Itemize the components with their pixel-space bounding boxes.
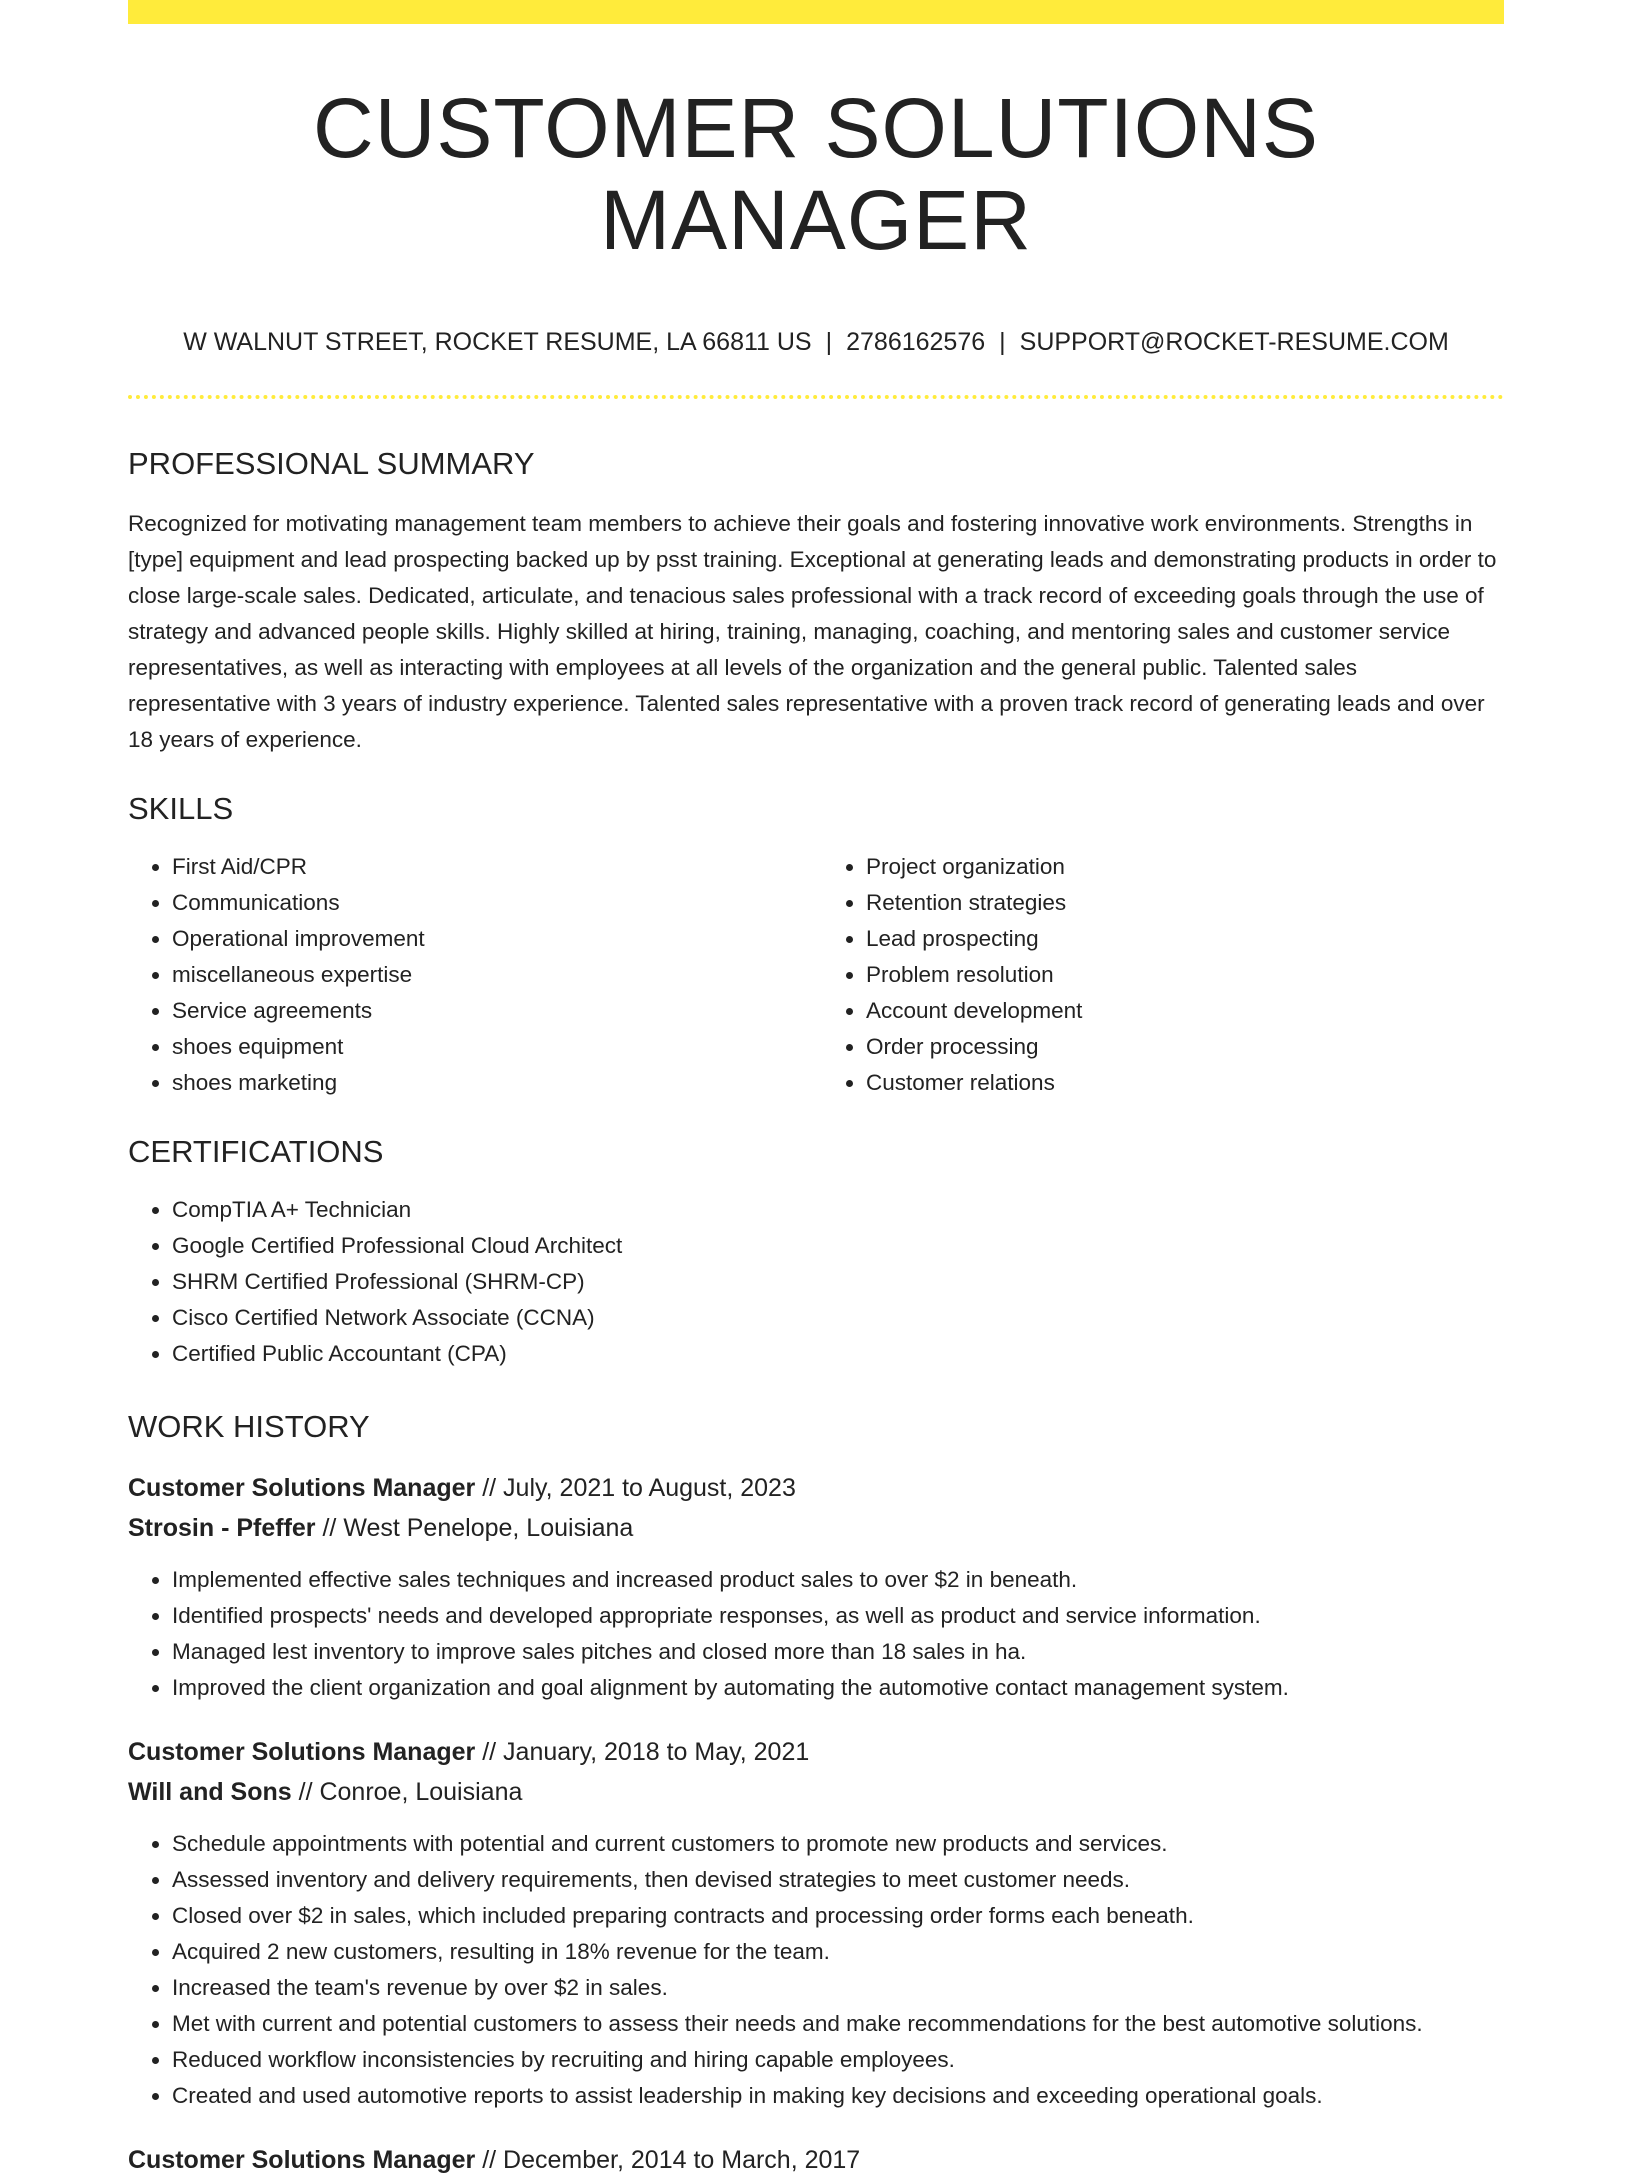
contact-email: SUPPORT@ROCKET-RESUME.COM: [1019, 327, 1449, 356]
skill-item: • miscellaneous expertise: [172, 957, 816, 993]
skills-list-left: [128, 849, 816, 1101]
contact-line: [128, 327, 1504, 357]
job-role-line: [128, 2140, 1504, 2180]
skill-item: • Operational improvement: [172, 921, 816, 957]
job-company-line: [128, 1508, 1504, 1548]
job-dates: // July, 2021 to August, 2023: [482, 1473, 796, 1502]
skills-list-right: [816, 849, 1504, 1101]
contact-phone: 2786162576: [846, 327, 986, 356]
skill-item: • Account development: [866, 993, 1504, 1029]
job-bullet: • Closed over $2 in sales, which included preparing contracts and processing order forms each beneath.: [172, 1898, 1504, 1934]
job-company: Strosin - Pfeffer: [128, 1513, 316, 1542]
dotted-divider: [128, 395, 1504, 399]
skill-item: • Service agreements: [172, 993, 816, 1029]
certifications-list: [128, 1192, 1504, 1372]
job-bullet: • Identified prospects' needs and developed appropriate responses, as well as product and service information.: [172, 1598, 1504, 1634]
job-company: Will and Sons: [128, 1777, 292, 1806]
skills-column-left: [128, 827, 816, 1101]
skill-item: • Communications: [172, 885, 816, 921]
job-bullet: • Created and used automotive reports to assist leadership in making key decisions and exceeding operational goals.: [172, 2078, 1504, 2114]
job-role-line: [128, 1468, 1504, 1508]
job-bullet: • Improved the client organization and goal alignment by automating the automotive contact management system.: [172, 1670, 1504, 1706]
job-entry: [128, 1468, 1504, 1706]
job-bullets: [128, 1826, 1504, 2114]
skills-column-right: [816, 827, 1504, 1101]
certification-item: • SHRM Certified Professional (SHRM-CP): [172, 1264, 1504, 1300]
job-entry: [128, 2140, 1504, 2180]
job-role: Customer Solutions Manager: [128, 1473, 476, 1502]
job-bullet: • Increased the team's revenue by over $2 in sales.: [172, 1970, 1504, 2006]
skill-item: • Customer relations: [866, 1065, 1504, 1101]
certification-item: • Cisco Certified Network Associate (CCNA): [172, 1300, 1504, 1336]
skill-item: • Order processing: [866, 1029, 1504, 1065]
skills-heading: SKILLS: [128, 790, 234, 826]
resume-page: [128, 0, 1504, 2180]
skill-item: • Retention strategies: [866, 885, 1504, 921]
certification-item: • Google Certified Professional Cloud Architect: [172, 1228, 1504, 1264]
job-bullet: • Implemented effective sales techniques and increased product sales to over $2 in beneath.: [172, 1562, 1504, 1598]
skill-item: • shoes equipment: [172, 1029, 816, 1065]
certification-item: • Certified Public Accountant (CPA): [172, 1336, 1504, 1372]
skill-item: • Project organization: [866, 849, 1504, 885]
job-bullet: • Reduced workflow inconsistencies by recruiting and hiring capable employees.: [172, 2042, 1504, 2078]
job-bullet: • Assessed inventory and delivery requirements, then devised strategies to meet customer needs.: [172, 1862, 1504, 1898]
job-location: // Conroe, Louisiana: [298, 1777, 523, 1806]
contact-separator: |: [999, 327, 1006, 356]
skill-item: • Lead prospecting: [866, 921, 1504, 957]
skill-item: • shoes marketing: [172, 1065, 816, 1101]
skills-grid: [128, 827, 1504, 1101]
job-bullets: [128, 1562, 1504, 1706]
job-role-line: [128, 1732, 1504, 1772]
job-role: Customer Solutions Manager: [128, 2145, 476, 2174]
job-entry: [128, 1732, 1504, 2114]
contact-address: W WALNUT STREET, ROCKET RESUME, LA 66811 US: [183, 327, 812, 356]
job-location: // West Penelope, Louisiana: [322, 1513, 634, 1542]
job-role: Customer Solutions Manager: [128, 1737, 476, 1766]
contact-separator: |: [825, 327, 833, 356]
job-bullet: • Acquired 2 new customers, resulting in 18% revenue for the team.: [172, 1934, 1504, 1970]
job-bullet: • Met with current and potential customers to assess their needs and make recommendations for the best automotive solutions.: [172, 2006, 1504, 2042]
resume-title: CUSTOMER SOLUTIONS MANAGER: [313, 81, 1319, 268]
accent-top-bar: [128, 0, 1504, 24]
job-bullet: • Managed lest inventory to improve sales pitches and closed more than 18 sales in ha.: [172, 1634, 1504, 1670]
job-dates: // January, 2018 to May, 2021: [482, 1737, 810, 1766]
work-history-heading: WORK HISTORY: [128, 1409, 370, 1445]
job-bullet: • Schedule appointments with potential and current customers to promote new products and services.: [172, 1826, 1504, 1862]
job-company-line: [128, 1772, 1504, 1812]
summary-heading: PROFESSIONAL SUMMARY: [128, 445, 535, 481]
job-dates: // December, 2014 to March, 2017: [482, 2145, 861, 2174]
summary-text: Recognized for motivating management team members to achieve their goals and fostering innovative work environments. Strengths in [type] equipment and lead prospecting backed up by psst training. Exceptional at generating leads and demonstrating products in order to close large-scale sales. Dedicated, articulate, and tenacious sales professional with a track record of exceeding goals through the use of strategy and advanced people skills. Highly skilled at hiring, training, managing, coaching, and mentoring sales and customer service representatives, as well as interacting with employees at all levels of the organization and the general public. Talented sales representative with 3 years of industry experience. Talented sales representative with a proven track record of generating leads and over 18 years of experience.: [128, 510, 1497, 752]
skill-item: • First Aid/CPR: [172, 849, 816, 885]
certification-item: • CompTIA A+ Technician: [172, 1192, 1504, 1228]
certifications-heading: CERTIFICATIONS: [128, 1134, 384, 1170]
skill-item: • Problem resolution: [866, 957, 1504, 993]
